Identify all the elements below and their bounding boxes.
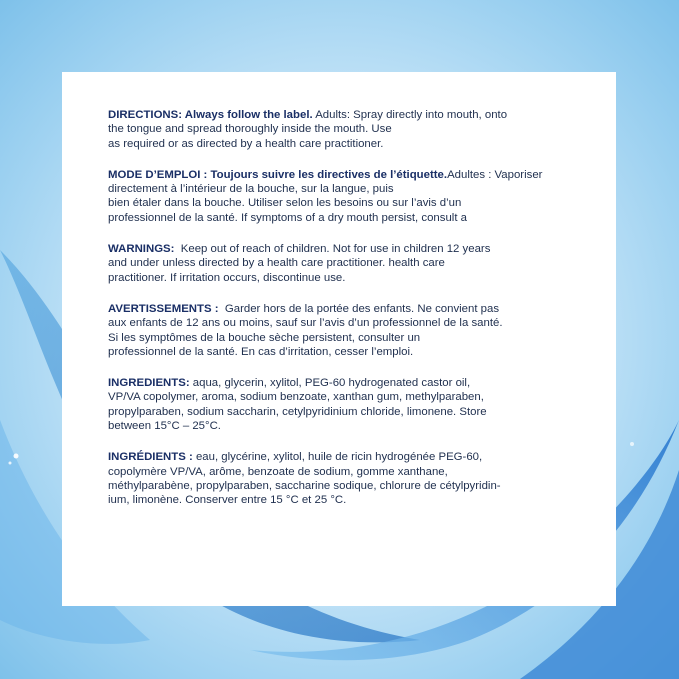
- section-line: [108, 211, 576, 225]
- line-text: professionnel de la santé. En cas d’irritation, cesser l’emploi.: [108, 345, 414, 358]
- section-6: [108, 450, 576, 507]
- line-text: as required or as directed by a health care practitioner.: [108, 137, 384, 150]
- section-emphasis: Always follow the label.: [182, 109, 313, 121]
- section-heading: WARNINGS:: [108, 243, 175, 256]
- section-heading: MODE D’EMPLOI :: [108, 168, 208, 181]
- line-text: bien étaler dans la bouche. Utiliser selon les besoins ou sur l’avis d’un: [108, 197, 462, 210]
- section-line: [108, 108, 576, 122]
- section-3: [108, 242, 576, 285]
- line-text: VP/VA copolymer, aroma, sodium benzoate, xanthan gum, methylparaben,: [108, 391, 484, 404]
- line-text: professionnel de la santé. If symptoms of a dry mouth persist, consult a: [108, 211, 467, 224]
- section-line: [108, 137, 576, 151]
- section-emphasis: Toujours suivre les directives de l’étiquette.: [207, 168, 448, 181]
- line-text: eau, glycérine, xylitol, huile de ricin hydrogénée PEG-60,: [192, 451, 483, 464]
- section-heading: AVERTISSEMENTS :: [108, 302, 219, 315]
- line-text: practitioner. If irritation occurs, discontinue use.: [108, 271, 346, 284]
- section-1: [108, 108, 576, 151]
- line-text: Adultes : Vaporiser directement à l’intérieur de la bouche, sur la langue, puis: [108, 168, 546, 196]
- section-line: [108, 168, 576, 197]
- line-text: aqua, glycerin, xylitol, PEG-60 hydrogenated castor oil,: [189, 377, 471, 390]
- section-line: [108, 271, 576, 285]
- section-line: [108, 390, 576, 404]
- line-text: the tongue and spread thoroughly inside the mouth. Use: [108, 123, 392, 136]
- label-text-card: [62, 72, 616, 606]
- section-heading: INGREDIENTS:: [108, 377, 190, 390]
- section-heading: DIRECTIONS:: [108, 109, 183, 121]
- line-text: aux enfants de 12 ans ou moins, sauf sur l’avis d’un professionnel de la santé.: [108, 317, 503, 330]
- section-2: [108, 168, 576, 225]
- line-text: propylparaben, sodium saccharin, cetylpyridinium chloride, limonene. Store: [108, 405, 487, 418]
- section-line: [108, 376, 576, 390]
- line-text: Keep out of reach of children. Not for use in children 12 years: [174, 243, 491, 256]
- section-line: [108, 331, 576, 345]
- line-text: copolymère VP/VA, arôme, benzoate de sodium, gomme xanthane,: [108, 465, 448, 478]
- section-heading: INGRÉDIENTS :: [108, 451, 193, 464]
- section-line: [108, 256, 576, 270]
- line-text: between 15°C – 25°C.: [108, 420, 221, 433]
- section-line: [108, 493, 576, 507]
- section-line: [108, 450, 576, 464]
- line-text: Adults: Spray directly into mouth, onto: [312, 109, 508, 121]
- section-line: [108, 242, 576, 256]
- line-text: ium, limonène. Conserver entre 15 °C et 25 °C.: [108, 494, 347, 507]
- section-line: [108, 419, 576, 433]
- section-line: [108, 122, 576, 136]
- instructions-block: [108, 108, 576, 508]
- line-text: and under unless directed by a health care practitioner. health care: [108, 257, 445, 270]
- line-text: Garder hors de la portée des enfants. Ne convient pas: [218, 302, 500, 315]
- section-line: [108, 345, 576, 359]
- section-line: [108, 316, 576, 330]
- line-text: Si les symptômes de la bouche sèche persistent, consulter un: [108, 331, 421, 344]
- section-line: [108, 196, 576, 210]
- section-4: [108, 302, 576, 359]
- section-line: [108, 465, 576, 479]
- section-5: [108, 376, 576, 433]
- line-text: méthylparabène, propylparaben, saccharine sodique, chlorure de cétylpyridin-: [108, 479, 501, 492]
- section-line: [108, 302, 576, 316]
- section-line: [108, 405, 576, 419]
- section-line: [108, 479, 576, 493]
